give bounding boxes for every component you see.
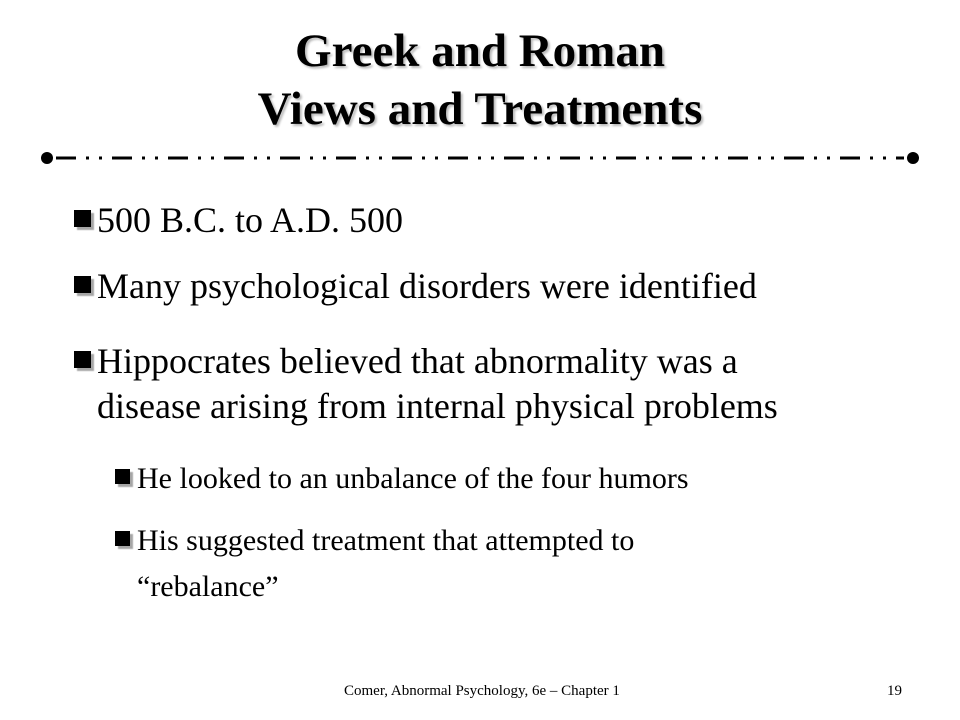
bullet-item [97, 198, 403, 243]
square-bullet-icon [74, 210, 91, 227]
page-number: 19 [887, 683, 902, 699]
title-divider [40, 150, 920, 166]
title-line-1: Greek and Roman [295, 25, 665, 77]
bullet-item [97, 264, 757, 309]
square-bullet-icon [115, 531, 130, 546]
bullet-text: 500 B.C. to A.D. 500 [97, 200, 404, 240]
sub-bullet-text: He looked to an unbalance of the four humors [137, 462, 689, 495]
sub-bullet-text-line-1: His suggested treatment that attempted to [137, 524, 635, 557]
square-bullet-icon [74, 351, 91, 368]
sub-bullet-item [137, 456, 689, 502]
bullet-item [97, 339, 778, 429]
title-line-2: Views and Treatments [257, 83, 703, 135]
divider-right-dot [907, 152, 919, 164]
footer-credit: Comer, Abnormal Psychology, 6e – Chapter 1 [344, 683, 620, 699]
sub-bullet-item [137, 518, 634, 610]
bullet-text-line-1: Hippocrates believed that abnormality was a [97, 341, 738, 381]
bullet-text-line-2: disease arising from internal physical problems [97, 386, 778, 426]
square-bullet-icon [115, 469, 130, 484]
bullet-text: Many psychological disorders were identified [97, 266, 757, 306]
slide-title [0, 22, 960, 138]
square-bullet-icon [74, 276, 91, 293]
sub-bullet-text-line-2: “rebalance” [137, 570, 279, 603]
divider-left-dot [41, 152, 53, 164]
